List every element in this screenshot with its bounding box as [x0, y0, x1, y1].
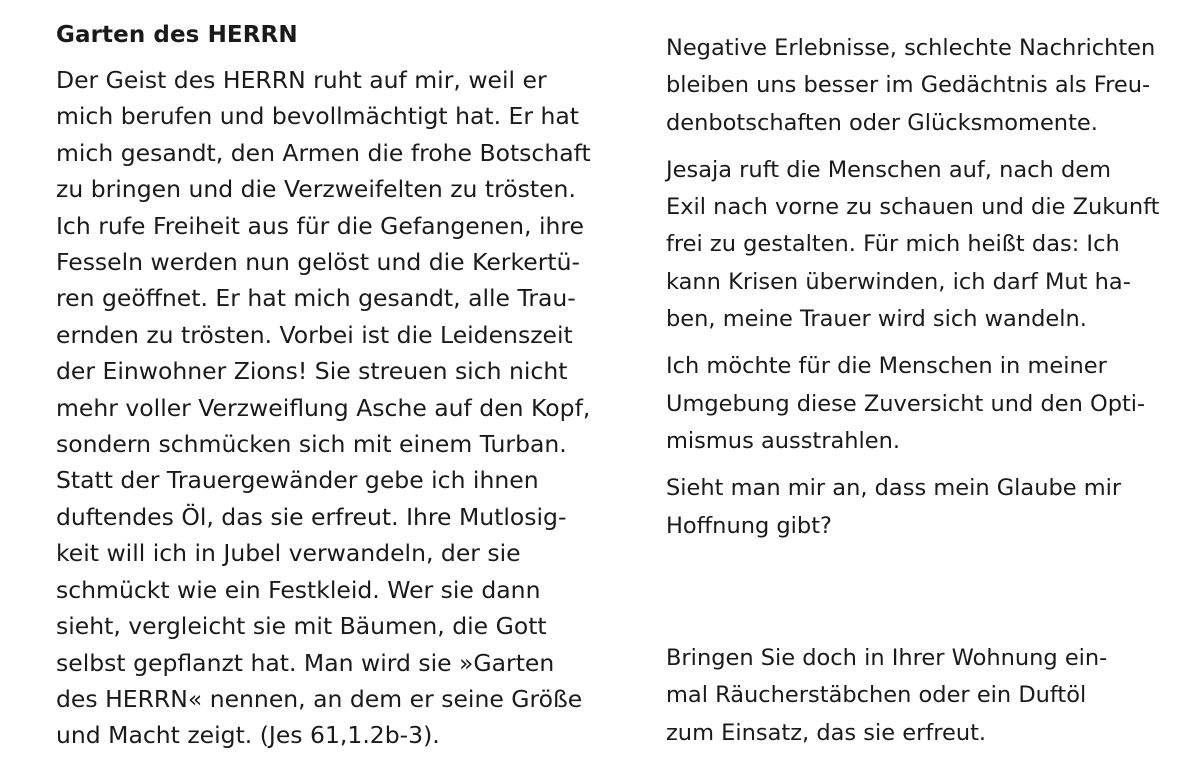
reflection-line: Ich möchte für die Menschen in meiner: [666, 353, 1107, 380]
scripture-line: Statt der Trauergewänder gebe ich ihnen: [56, 466, 539, 495]
suggestion-line: Bringen Sie doch in Ihrer Wohnung ein-: [666, 645, 1108, 671]
scripture-line: mich berufen und bevollmächtigt hat. Er hat: [56, 102, 580, 131]
scripture-line: schmückt wie ein Festkleid. Wer sie dann: [56, 575, 541, 604]
reflection-line: bleiben uns besser im Gedächtnis als Freu-: [666, 72, 1151, 99]
reflection-line: Sieht man mir an, dass mein Glaube mir: [666, 475, 1122, 502]
scripture-line: Fesseln werden nun gelöst und die Kerkertü-: [56, 248, 580, 277]
reflection-question: [666, 470, 1186, 545]
reflection-paragraph: [666, 348, 1186, 460]
reflection-line: Umgebung diese Zuversicht und den Opti-: [666, 390, 1146, 417]
scripture-line: ernden zu trösten. Vorbei ist die Leidenszeit: [56, 320, 573, 349]
document-title: Garten des HERRN: [56, 22, 298, 48]
reflection-line: mismus ausstrahlen.: [666, 427, 901, 454]
scripture-column: [56, 20, 616, 754]
scripture-line: duftendes Öl, das sie erfreut. Ihre Mutlosig-: [56, 502, 567, 531]
reflection-line: ben, meine Trauer wird sich wandeln.: [666, 306, 1087, 333]
scripture-text: [56, 62, 616, 754]
scripture-line: der Einwohner Zions! Sie streuen sich nicht: [56, 357, 568, 386]
reflection-line: Hoffnung gibt?: [666, 512, 832, 539]
reflection-line: frei zu gestalten. Für mich heißt das: Ich: [666, 231, 1120, 258]
reflection-line: Exil nach vorne zu schauen und die Zukunft: [666, 194, 1160, 221]
scripture-line: sondern schmücken sich mit einem Turban.: [56, 430, 567, 459]
reflection-line: denbotschaften oder Glücksmomente.: [666, 109, 1098, 136]
scripture-line: ren geöffnet. Er hat mich gesandt, alle Trau-: [56, 284, 576, 313]
reflection-line: kann Krisen überwinden, ich darf Mut ha-: [666, 268, 1131, 295]
scripture-line: selbst gepflanzt hat. Man wird sie »Garten: [56, 648, 555, 677]
scripture-line: zu bringen und die Verzweifelten zu trösten.: [56, 175, 576, 204]
suggestion-line: mal Räucherstäbchen oder ein Duftöl: [666, 682, 1087, 709]
scripture-line: Ich rufe Freiheit aus für die Gefangenen, ihre: [56, 211, 584, 240]
scripture-line: mich gesandt, den Armen die frohe Botschaft: [56, 138, 591, 167]
reflection-paragraph: [666, 30, 1186, 142]
suggestion-line: zum Einsatz, das sie erfreut.: [666, 719, 987, 746]
scripture-line: des HERRN« nennen, an dem er seine Größe: [56, 684, 583, 713]
reflection-paragraph: [666, 152, 1186, 338]
reflection-line: Jesaja ruft die Menschen auf, nach dem: [666, 156, 1111, 183]
scripture-line: und Macht zeigt. (Jes 61,1.2b-3).: [56, 721, 440, 750]
reflection-line: Negative Erlebnisse, schlechte Nachrichten: [666, 35, 1156, 61]
scripture-line: mehr voller Verzweiflung Asche auf den Kopf,: [56, 393, 591, 422]
scripture-line: Der Geist des HERRN ruht auf mir, weil er: [56, 66, 547, 94]
scripture-line: keit will ich in Jubel verwandeln, der sie: [56, 539, 521, 568]
scripture-line: sieht, vergleicht sie mit Bäumen, die Gott: [56, 612, 547, 641]
reflection-column: [666, 30, 1186, 555]
suggestion-paragraph: [666, 640, 1186, 752]
